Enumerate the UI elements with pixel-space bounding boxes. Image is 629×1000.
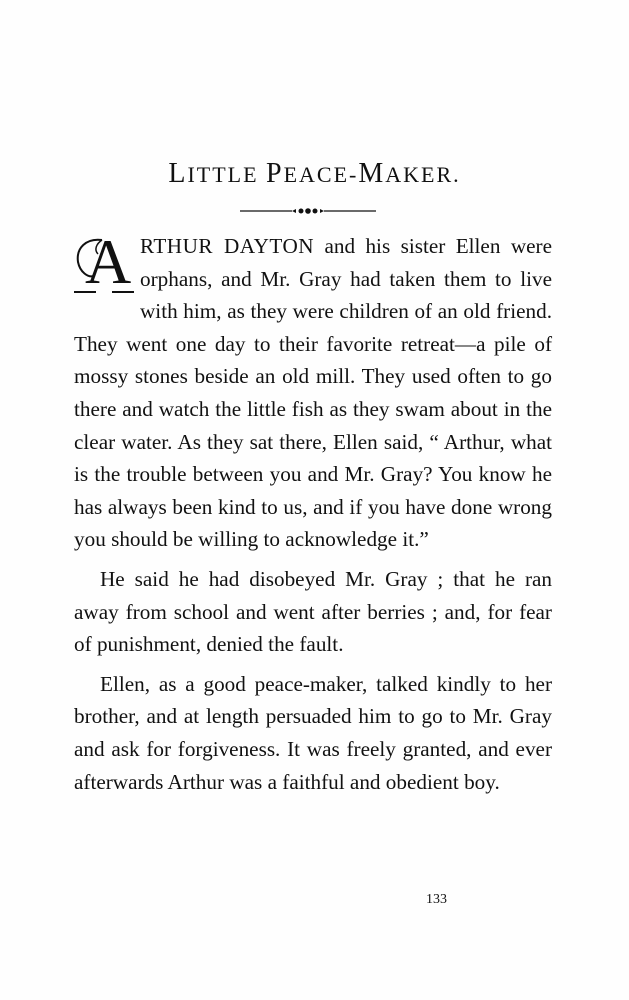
drop-cap xyxy=(72,226,136,297)
paragraph-2: He said he had disobeyed Mr. Gray ; that he ran away from school and went after berries ; and, for fear of punishment, denied the fault. xyxy=(74,566,552,657)
paragraph-1-caps: RTHUR DAYTON xyxy=(140,234,315,258)
title-initial-p: P xyxy=(266,158,284,189)
story-text xyxy=(74,226,552,798)
rule-with-dots-ornament-icon xyxy=(240,206,376,216)
paragraph-1-text: and his sister Ellen were orphans, and Mr. Gray had taken them to live with him, as they were children of an old friend. They went one day to their favorite retreat—a pile of mossy stones beside an old mill. They used often to go there and watch the little fish as they swam about in the clear water. As they sat there, Ellen said, “ Arthur, what is the trouble between you and Mr. Gray? You know he has always been kind to us, and if you have done wrong you should be willing to acknowledge it.” xyxy=(74,234,552,552)
drop-cap-letter: A xyxy=(85,226,132,297)
title-initial-m: M xyxy=(358,158,386,189)
title-part-1: ITTLE xyxy=(187,162,267,187)
page-title xyxy=(0,158,629,190)
paragraph-3: Ellen, as a good peace-maker, talked kindly to her brother, and at length persuaded him to go to Mr. Gray and ask for forgiveness. It was freely granted, and ever afterwards Arthur was a faithful and obedient boy. xyxy=(74,671,552,794)
page-number: 133 xyxy=(426,892,447,907)
title-part-3: AKER. xyxy=(385,162,461,187)
paragraph-1 xyxy=(74,226,552,556)
title-initial-l: L xyxy=(168,158,188,189)
title-part-2: EACE- xyxy=(283,162,359,187)
